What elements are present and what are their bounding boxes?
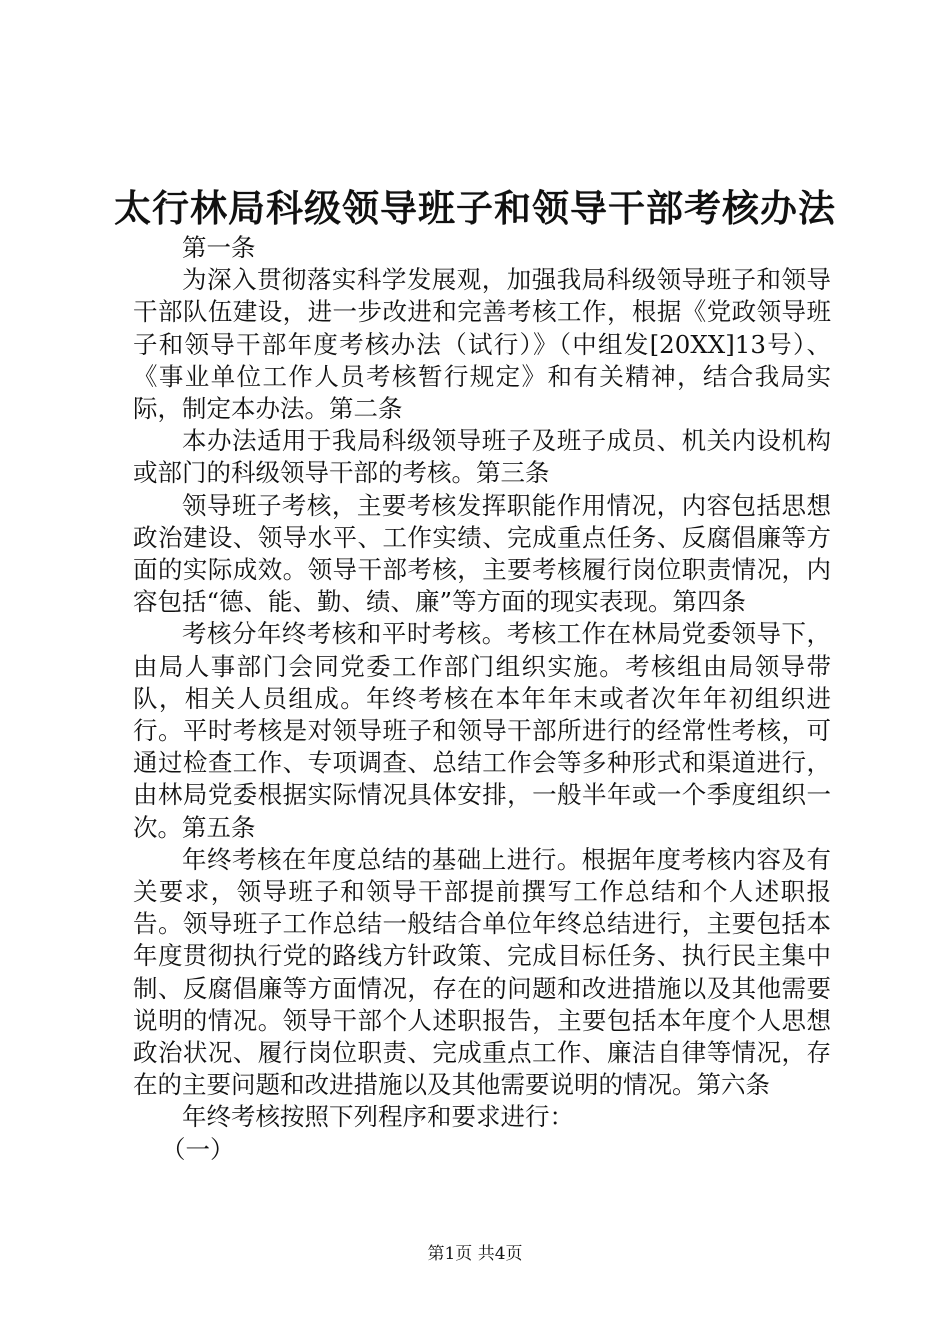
paragraph-procedure-intro: 年终考核按照下列程序和要求进行：	[182, 1102, 574, 1132]
paragraph-assessment-types: 考核分年终考核和平时考核。考核工作在林局党委领导下，由局人事部门会同党委工作部门组织实施。考核组由局领导带队，相关人员组成。年终考核在本年年末或者次年年初组织进行。平时考核是对领导班子和领导干部所进行的经常性考核，可通过检查工作、专项调查、总结工作会等多种形式和渠道进行，由林局党委根据实际情况具体安排，一般半年或一个季度组织一次。第五条	[133, 619, 831, 842]
paragraph-item-1: （一）	[161, 1134, 235, 1164]
paragraph-assessment-content: 领导班子考核，主要考核发挥职能作用情况，内容包括思想政治建设、领导水平、工作实绩、完成重点任务、反腐倡廉等方面的实际成效。领导干部考核，主要考核履行岗位职责情况，内容包括“德、能、勤、绩、廉”等方面的现实表现。第四条	[133, 490, 831, 617]
paragraph-year-end-assessment: 年终考核在年度总结的基础上进行。根据年度考核内容及有关要求，领导班子和领导干部提前撰写工作总结和个人述职报告。领导班子工作总结一般结合单位年终总结进行，主要包括本年度贯彻执行党的路线方针政策、完成目标任务、执行民主集中制、反腐倡廉等方面情况，存在的问题和改进措施以及其他需要说明的情况。领导干部个人述职报告，主要包括本年度个人思想政治状况、履行岗位职责、完成重点工作、廉洁自律等情况，存在的主要问题和改进措施以及其他需要说明的情况。第六条	[133, 844, 831, 1100]
paragraph-article-1: 第一条	[182, 233, 256, 262]
paragraph-purpose: 为深入贯彻落实科学发展观，加强我局科级领导班子和领导干部队伍建设，进一步改进和完善考核工作，根据《党政领导班子和领导干部年度考核办法（试行）》（中组发[20XX]13号）、《事业单位工作人员考核暂行规定》和有关精神，结合我局实际，制定本办法。第二条	[133, 265, 831, 424]
document-title: 太行林局科级领导班子和领导干部考核办法	[114, 186, 836, 230]
page-number-footer: 第1页 共4页	[427, 1244, 523, 1264]
paragraph-scope: 本办法适用于我局科级领导班子及班子成员、机关内设机构或部门的科级领导干部的考核。第三条	[133, 426, 831, 488]
document-body	[133, 232, 831, 1166]
